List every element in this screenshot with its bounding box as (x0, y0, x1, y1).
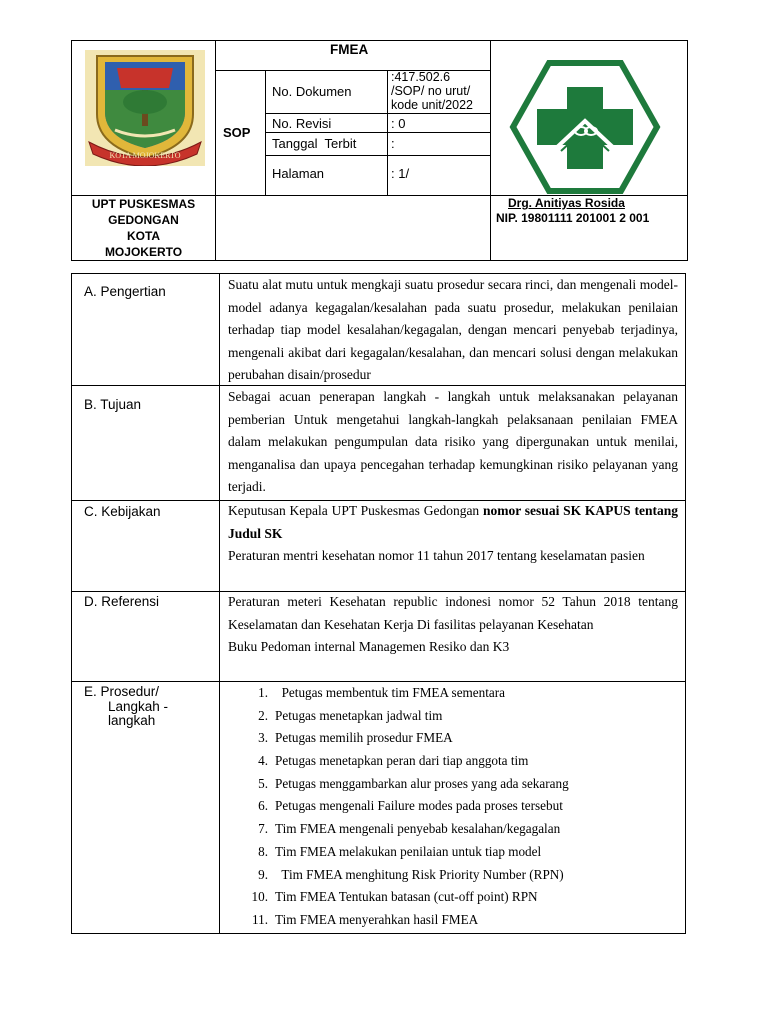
section-text-referensi (228, 591, 678, 659)
step-number: 11. (252, 911, 268, 927)
section-text-kebijakan (228, 500, 678, 568)
divider (265, 113, 490, 114)
text-bold: nomor sesuai SK KAPUS tentang Judul SK (228, 503, 678, 541)
section-label-pengertian: A. Pengertian (84, 284, 166, 299)
signer-name: Drg. Anitiyas Rosida (508, 196, 625, 210)
label-line: Langkah - (108, 698, 169, 714)
label-line: E. Prosedur/ (84, 684, 160, 699)
step-text: Petugas menggambarkan alur proses yang ada sekarang (275, 775, 569, 791)
section-text-pengertian (228, 274, 678, 387)
emblem-banner-text: KOTA MOJOKERTO (109, 151, 181, 160)
value-line: /SOP/ no urut/ (391, 84, 471, 98)
org-line: UPT PUSKESMAS (91, 197, 196, 211)
procedure-steps-list (228, 682, 678, 932)
sop-label: SOP (223, 125, 251, 140)
list-item (228, 841, 678, 864)
field-label-no-revisi: No. Revisi (272, 116, 332, 131)
value-line: :417.502.6 (391, 70, 451, 84)
org-line: MOJOKERTO (104, 245, 183, 259)
field-label-no-dokumen: No. Dokumen (272, 84, 352, 99)
list-item (228, 727, 678, 750)
signer-nip: NIP. 19801111 201001 2 001 (496, 211, 650, 225)
section-text-tujuan (228, 386, 678, 499)
text-plain: Keputusan Kepala UPT Puskesmas Gedongan (228, 503, 483, 518)
step-text: Petugas mengenali Failure modes pada proses tersebut (275, 798, 563, 814)
list-item (228, 705, 678, 728)
step-text: Tim FMEA melakukan penilaian untuk tiap model (275, 843, 542, 859)
step-text: Tim FMEA menyerahkan hasil FMEA (275, 911, 479, 927)
step-number: 3. (258, 730, 268, 746)
field-value-no-dokumen (391, 70, 473, 112)
field-label-halaman: Halaman (272, 166, 325, 181)
step-number: 6. (258, 798, 268, 814)
paragraph (228, 500, 678, 545)
step-text: Petugas membentuk tim FMEA sementara (275, 685, 506, 700)
paragraph: Buku Pedoman internal Managemen Resiko dan K3 (228, 639, 510, 654)
field-value-tanggal-terbit: : (391, 136, 395, 151)
paragraph: Peraturan mentri kesehatan nomor 11 tahun 2017 tentang keselamatan pasien (228, 548, 645, 563)
divider (265, 132, 490, 133)
paragraph: Peraturan meteri Kesehatan republic indonesi nomor 52 Tahun 2018 tentang Keselamatan dan Kesehatan Kerja Di fasilitas pelayanan Kesehatan (228, 594, 678, 632)
divider (219, 274, 220, 933)
label-line: langkah (108, 713, 156, 728)
step-text: Petugas menetapkan jadwal tim (275, 707, 443, 723)
step-text: Tim FMEA mengenali penyebab kesalahan/kegagalan (275, 821, 561, 837)
field-label-tanggal-terbit: Tanggal Terbit (272, 136, 357, 151)
list-item (228, 909, 678, 932)
step-number: 10. (251, 889, 268, 905)
section-label-tujuan: B. Tujuan (84, 397, 142, 412)
paragraph: Sebagai acuan penerapan langkah - langkah untuk melaksanakan pelayanan pemberian Untuk mengetahui langkah-langkah pelaksanaan penilaian FMEA dalam melakukan pengumpulan data risiko yang dipergunakan untuk menilai, menganalisa dan upaya pencegahan terhadap kemungkinan risiko pelayanan yang terjadi. (228, 389, 678, 494)
puskesmas-cross-logo-icon (509, 59, 661, 196)
list-item (228, 818, 678, 841)
step-text: Petugas menetapkan peran dari tiap anggota tim (275, 753, 529, 769)
org-line: KOTA (126, 229, 161, 243)
step-number: 4. (258, 753, 268, 769)
divider (265, 155, 490, 156)
step-text: Petugas memilih prosedur FMEA (275, 730, 453, 746)
list-item (228, 773, 678, 796)
field-value-no-revisi: : 0 (391, 116, 406, 131)
section-label-referensi: D. Referensi (84, 594, 160, 609)
step-number: 8. (258, 843, 268, 859)
list-item (228, 682, 678, 705)
document-title: FMEA (330, 42, 369, 57)
section-label-kebijakan: C. Kebijakan (84, 504, 161, 519)
list-item (228, 750, 678, 773)
organization-name (72, 196, 215, 260)
step-text: Tim FMEA menghitung Risk Priority Number (RPN) (275, 866, 564, 882)
divider (215, 41, 216, 261)
step-number: 7. (258, 821, 268, 837)
paragraph: Suatu alat mutu untuk mengkaji suatu prosedur secara rinci, dan mengenali model-model adanya kegagalan/kesalahan pada suatu prosedur, melakukan penilaian terhadap tiap model kesalahan/kegagalan, dengan mencari penyebab terjadinya, mengenali akibat dari kegagalan/kesalahan, dan mencari solusi dengan melakukan perubahan disain/prosedur (228, 277, 678, 382)
section-label-prosedur (84, 685, 168, 729)
step-number: 2. (258, 707, 268, 723)
list-item (228, 864, 678, 887)
field-value-halaman: : 1/ (391, 166, 410, 181)
sop-header (71, 40, 688, 261)
list-item (228, 886, 678, 909)
divider (490, 41, 491, 261)
org-line: GEDONGAN (108, 213, 179, 227)
step-number: 1. (258, 685, 268, 700)
list-item (228, 795, 678, 818)
sop-content-table (71, 273, 686, 934)
value-line: kode unit/2022 (391, 98, 474, 112)
kota-mojokerto-emblem-icon (85, 50, 205, 166)
step-number: 5. (258, 775, 268, 791)
step-number: 9. (258, 866, 268, 882)
step-text: Tim FMEA Tentukan batasan (cut-off point) RPN (275, 889, 538, 905)
